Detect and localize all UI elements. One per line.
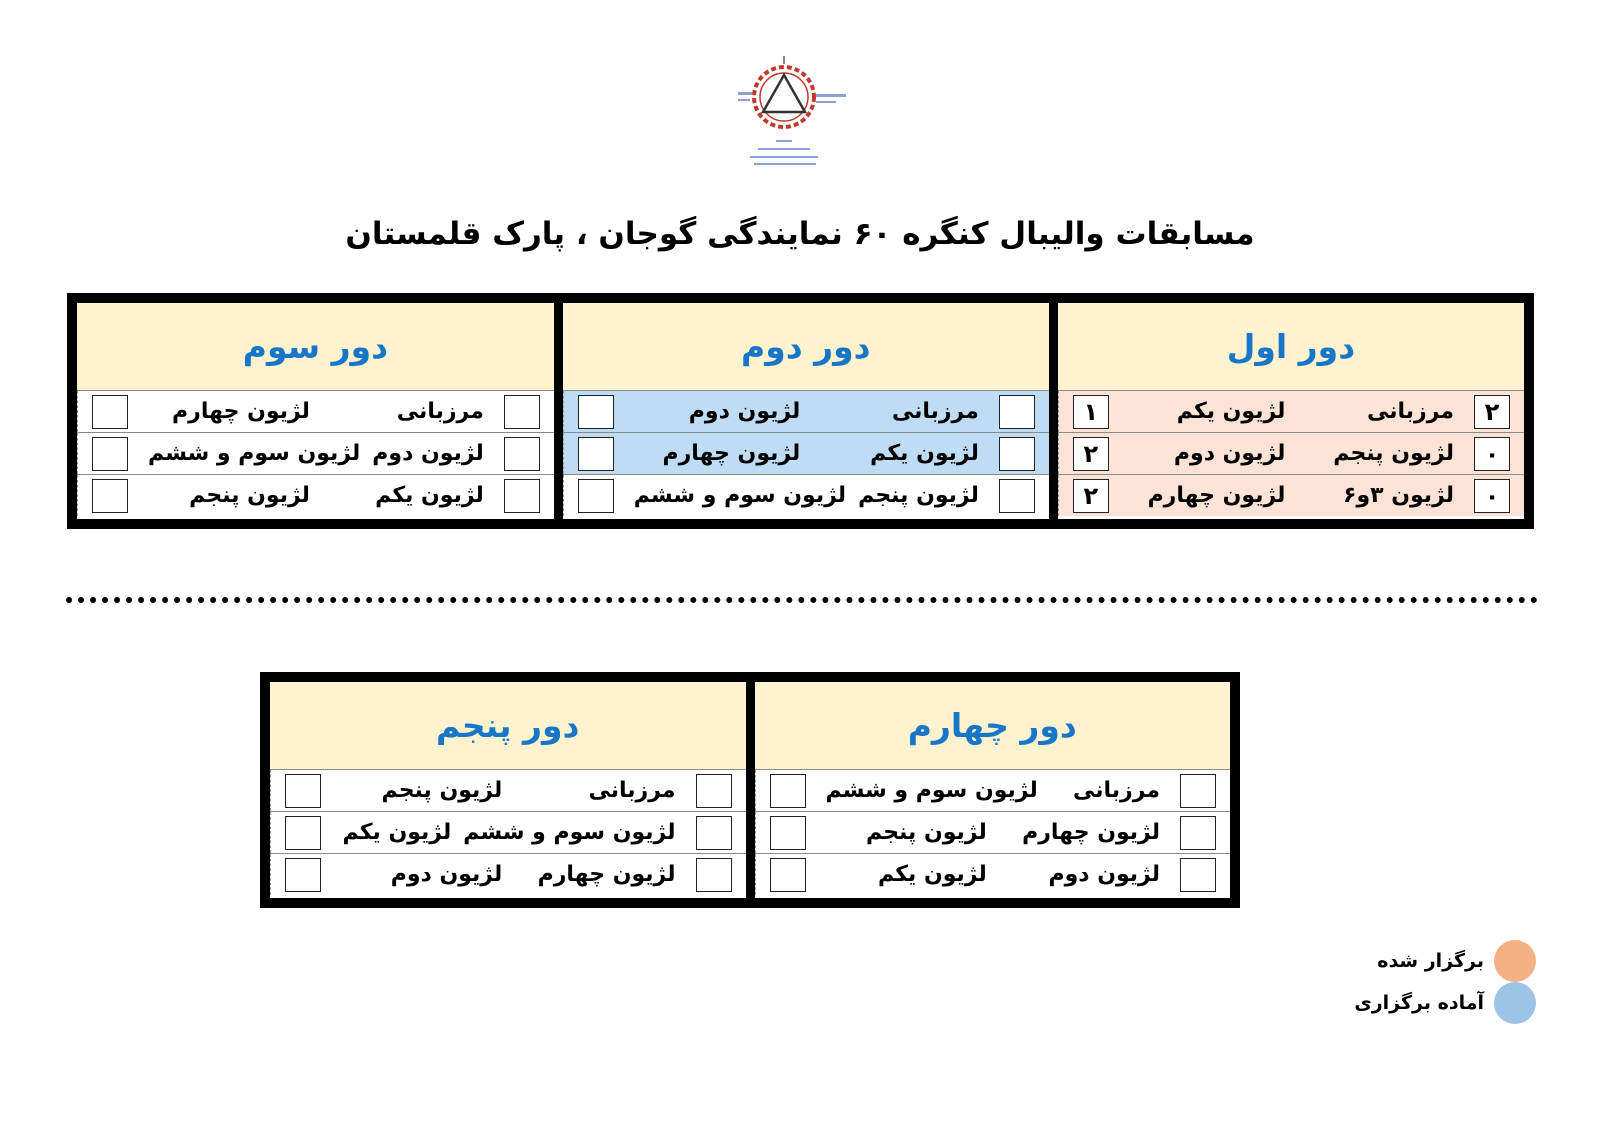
home-team: لژیون چهارم (172, 399, 310, 424)
home-team: لژیون یکم (1176, 399, 1286, 424)
round-title: دور سوم (77, 303, 554, 390)
round-5-table (270, 682, 746, 898)
home-team: لژیون یکم (878, 862, 987, 887)
dotted-divider (66, 597, 1538, 603)
schedule-board-top (67, 293, 1534, 529)
home-score-box (92, 395, 128, 429)
away-score-box (504, 479, 540, 513)
home-team: لژیون سوم و ششم (148, 441, 361, 466)
away-team: لژیون پنجم (1333, 441, 1455, 466)
away-score-box (696, 774, 732, 808)
home-team: لژیون سوم و ششم (633, 483, 847, 508)
match-row (755, 769, 1231, 811)
away-score-box (1180, 774, 1216, 808)
away-score-box (1180, 816, 1216, 850)
home-team: لژیون چهارم (662, 441, 801, 466)
legend-played-label: برگزار شده (1377, 950, 1484, 972)
away-score-box (999, 479, 1035, 513)
match-row (77, 390, 554, 432)
match-row (270, 853, 746, 895)
away-score-box: ۰ (1474, 437, 1510, 471)
round-title: دور دوم (563, 303, 1049, 390)
away-score-box (999, 395, 1035, 429)
home-score-box: ۱ (1073, 395, 1109, 429)
home-team: لژیون دوم (1173, 441, 1286, 466)
round-2-table (563, 303, 1049, 519)
home-score-box (770, 816, 806, 850)
organization-logo (736, 42, 876, 177)
home-team: لژیون پنجم (865, 820, 987, 845)
home-team: لژیون یکم (342, 820, 452, 845)
home-team: لژیون سوم و ششم (825, 778, 1038, 803)
legend-ready-label: آماده برگزاری (1354, 992, 1484, 1014)
home-score-box (770, 858, 806, 892)
home-score-box (578, 479, 614, 513)
away-team: لژیون ۳و۶ (1343, 483, 1455, 508)
away-score-box (999, 437, 1035, 471)
match-row (270, 811, 746, 853)
home-score-box (770, 774, 806, 808)
home-team: لژیون پنجم (381, 778, 503, 803)
away-score-box: ۲ (1474, 395, 1510, 429)
home-score-box (92, 479, 128, 513)
away-score-box (696, 858, 732, 892)
away-score-box (504, 395, 540, 429)
match-row (1058, 432, 1524, 474)
round-title: دور اول (1058, 303, 1524, 390)
home-score-box (285, 858, 321, 892)
away-team: لژیون دوم (372, 441, 484, 466)
round-4-table (755, 682, 1231, 898)
legend-played (1377, 940, 1536, 982)
home-score-box: ۲ (1073, 437, 1109, 471)
round-1-table (1058, 303, 1524, 519)
match-row (755, 853, 1231, 895)
match-row (755, 811, 1231, 853)
match-row (1058, 474, 1524, 516)
away-team: لژیون پنجم (858, 483, 979, 508)
home-team: لژیون پنجم (189, 483, 310, 508)
away-team: مرزبانی (891, 399, 979, 424)
away-team: لژیون دوم (1048, 862, 1160, 887)
away-score-box (504, 437, 540, 471)
home-score-box (92, 437, 128, 471)
round-3-table (77, 303, 554, 519)
match-row (77, 432, 554, 474)
away-team: لژیون یکم (870, 441, 979, 466)
played-swatch (1494, 940, 1536, 982)
home-score-box (578, 395, 614, 429)
home-score-box: ۲ (1073, 479, 1109, 513)
away-team: مرزبانی (1367, 399, 1455, 424)
match-row (270, 769, 746, 811)
match-row (77, 474, 554, 516)
ready-swatch (1494, 982, 1536, 1024)
round-title: دور چهارم (755, 682, 1231, 769)
match-row (1058, 390, 1524, 432)
away-team: مرزبانی (588, 778, 676, 803)
away-score-box (1180, 858, 1216, 892)
home-score-box (285, 816, 321, 850)
home-team: لژیون دوم (390, 862, 503, 887)
page-title: مسابقات والیبال کنگره ۶۰ نمایندگی گوجان ، پارک قلمستان (345, 216, 1255, 252)
away-team: لژیون سوم و ششم (463, 820, 676, 845)
round-title: دور پنجم (270, 682, 746, 769)
match-row (563, 474, 1049, 516)
schedule-board-bottom (260, 672, 1240, 908)
away-team: لژیون چهارم (1022, 820, 1160, 845)
home-score-box (285, 774, 321, 808)
legend-ready (1354, 982, 1536, 1024)
away-team: مرزبانی (1072, 778, 1160, 803)
home-team: لژیون چهارم (1147, 483, 1286, 508)
away-team: لژیون یکم (375, 483, 484, 508)
match-row (563, 432, 1049, 474)
away-score-box: ۰ (1474, 479, 1510, 513)
match-row (563, 390, 1049, 432)
away-team: لژیون چهارم (537, 862, 676, 887)
away-score-box (696, 816, 732, 850)
away-team: مرزبانی (396, 399, 484, 424)
home-score-box (578, 437, 614, 471)
home-team: لژیون دوم (688, 399, 801, 424)
